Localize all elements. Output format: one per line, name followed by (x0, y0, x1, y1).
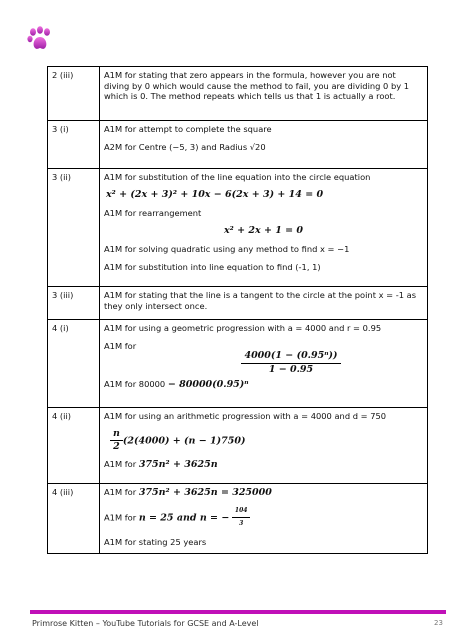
mark-scheme-cell (100, 320, 428, 408)
question-number: 3 (ii) (48, 169, 100, 287)
mark-text: A1M for (104, 487, 137, 497)
mark-scheme-cell (100, 287, 428, 320)
footer-text: Primrose Kitten – YouTube Tutorials for GCSE and A-Level (32, 619, 259, 628)
fraction-denominator: 2 (113, 441, 120, 452)
fraction-denominator: 3 (239, 520, 244, 527)
mark-scheme-cell (100, 408, 428, 484)
question-number: 4 (i) (48, 320, 100, 408)
fraction (232, 506, 251, 530)
question-number: 3 (iii) (48, 287, 100, 320)
mark-line (104, 459, 423, 471)
table-row (48, 67, 428, 121)
mark-line: A1M for solving quadratic using any method to find x = −1 (104, 244, 350, 254)
table-row (48, 408, 428, 484)
mark-scheme-cell (100, 484, 428, 554)
mark-scheme-cell (100, 121, 428, 169)
fraction-numerator: n (110, 429, 123, 442)
equation: n = 25 and n = − (138, 512, 230, 523)
table-row (48, 169, 428, 287)
page-number: 23 (434, 619, 443, 627)
equation: x² + (2x + 3)² + 10x − 6(2x + 3) + 14 = 0 (106, 188, 324, 200)
fraction-numerator: 104 (232, 506, 251, 519)
mark-line: A1M for substitution of the line equation into the circle equation (104, 172, 371, 182)
mark-line: A1M for stating 25 years (104, 536, 207, 547)
footer-divider (30, 610, 446, 614)
fraction-expression (159, 351, 423, 375)
mark-line: A2M for Centre (−5, 3) and Radius √20 (104, 141, 266, 152)
equation: 375n² + 3625n (138, 458, 218, 470)
mark-text: A1M for (104, 458, 137, 469)
table-row (48, 121, 428, 169)
table-row (48, 287, 428, 320)
question-number: 4 (ii) (48, 408, 100, 484)
mark-line (104, 506, 423, 530)
fraction-denominator: 1 − 0.95 (268, 363, 314, 375)
mark-scheme-cell (100, 67, 428, 121)
mark-line: A1M for using a geometric progression with a = 4000 and r = 0.95 (104, 323, 382, 333)
question-number: 4 (iii) (48, 484, 100, 554)
fraction-numerator: 4000(1 − (0.95ⁿ)) (241, 351, 340, 364)
equation: x² + 2x + 1 = 0 (223, 224, 304, 236)
mark-line: A1M for (104, 340, 137, 351)
mark-line: A1M for attempt to complete the square (104, 124, 272, 134)
mark-text: A1M for (104, 512, 137, 522)
question-number: 2 (iii) (48, 67, 100, 121)
mark-text: A1M for 80000 (104, 379, 166, 389)
table-row (48, 484, 428, 554)
table-row (48, 320, 428, 408)
mark-scheme-cell (100, 169, 428, 287)
mark-line: A1M for stating that the line is a tangent to the circle at the point x = -1 as they only intersect once. (104, 290, 417, 311)
mark-scheme-table (47, 66, 428, 554)
paw-print-icon (27, 26, 53, 52)
question-number: 3 (i) (48, 121, 100, 169)
mark-line (104, 379, 423, 391)
mark-line: A1M for rearrangement (104, 208, 202, 218)
equation-rest: (2(4000) + (n − 1)750) (122, 435, 246, 446)
equation (110, 429, 423, 453)
fraction (241, 351, 340, 375)
fraction (110, 429, 123, 453)
mark-line: A1M for substitution into line equation to find (-1, 1) (104, 261, 321, 272)
equation: 375n² + 3625n = 325000 (138, 487, 272, 498)
equation: − 80000(0.95)ⁿ (167, 379, 249, 390)
mark-line: A1M for stating that zero appears in the formula, however you are not diving by 0 which would cause the method to fail, you are dividing 0 by 1 which is 0. The method repeats which tells us that 1 is actually a root. (104, 70, 410, 101)
mark-line (104, 487, 423, 499)
mark-line: A1M for using an arithmetic progression with a = 4000 and d = 750 (104, 411, 387, 421)
